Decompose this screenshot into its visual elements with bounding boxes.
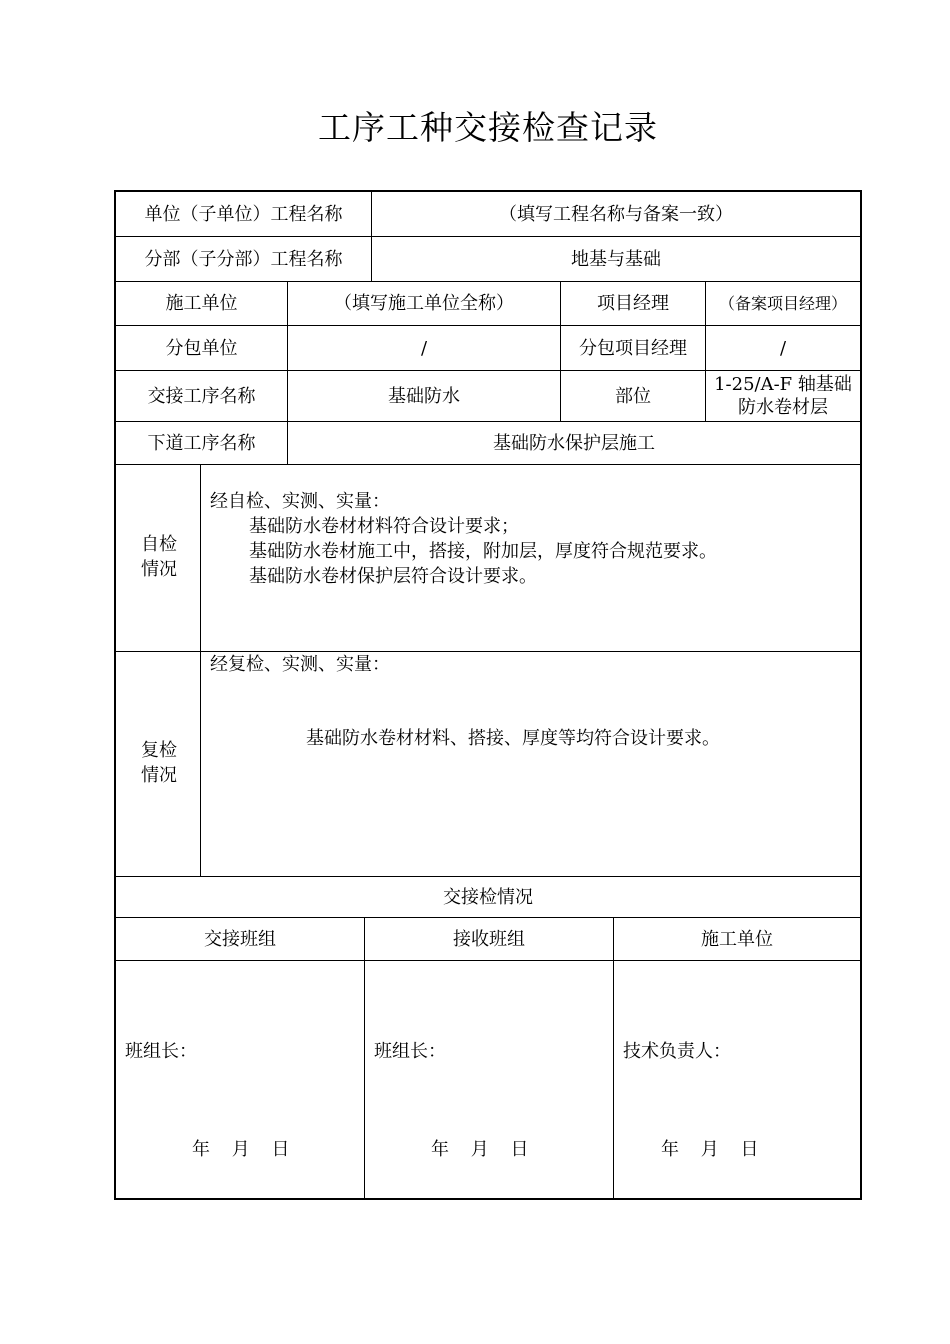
handover-team-date: 年 月 日 bbox=[192, 1139, 290, 1160]
document-title: 工序工种交接检查记录 bbox=[318, 108, 658, 147]
contractor-label: 施工单位 bbox=[165, 293, 238, 314]
next-process-label: 下道工序名称 bbox=[147, 432, 256, 454]
recheck-label-line2: 情况 bbox=[141, 765, 177, 786]
self-check-line: 基础防水卷材材料符合设计要求； bbox=[249, 516, 519, 537]
inspection-record-table bbox=[114, 190, 862, 1200]
column-divider bbox=[200, 464, 201, 876]
location-label: 部位 bbox=[615, 385, 651, 407]
self-check-line: 基础防水卷材保护层符合设计要求。 bbox=[249, 566, 537, 587]
row-divider bbox=[116, 464, 860, 465]
receiving-team-date: 年 月 日 bbox=[431, 1139, 529, 1160]
project-name-value: （填写工程名称与备案一致） bbox=[499, 203, 733, 225]
project-name-label: 单位（子单位）工程名称 bbox=[144, 203, 343, 225]
handover-process-label: 交接工序名称 bbox=[147, 385, 256, 407]
handover-process-value: 基础防水 bbox=[388, 385, 460, 407]
division-name-label: 分部（子分部）工程名称 bbox=[144, 248, 343, 270]
project-manager-label: 项目经理 bbox=[597, 293, 669, 314]
row-divider bbox=[116, 960, 860, 961]
subcontractor-value: / bbox=[420, 337, 428, 359]
sub-project-manager-label: 分包项目经理 bbox=[579, 337, 687, 359]
technical-lead-label: 技术负责人： bbox=[623, 1041, 731, 1062]
contractor-header: 施工单位 bbox=[701, 928, 773, 950]
self-check-label bbox=[116, 532, 202, 582]
handover-heading: 交接检情况 bbox=[443, 886, 533, 908]
handover-team-header: 交接班组 bbox=[204, 928, 276, 950]
recheck-result: 基础防水卷材材料、搭接、厚度等均符合设计要求。 bbox=[306, 728, 720, 749]
receiving-team-header: 接收班组 bbox=[453, 928, 525, 950]
self-check-label-line1: 自检 bbox=[141, 534, 177, 555]
subcontractor-label: 分包单位 bbox=[165, 337, 238, 359]
division-name-value: 地基与基础 bbox=[571, 248, 661, 270]
receiving-team-leader-label: 班组长： bbox=[374, 1041, 446, 1062]
contractor-date: 年 月 日 bbox=[661, 1139, 759, 1160]
contractor-value: （填写施工单位全称） bbox=[334, 293, 514, 314]
self-check-label-line2: 情况 bbox=[141, 559, 177, 580]
self-check-intro: 经自检、实测、实量： bbox=[210, 491, 390, 512]
project-manager-value: （备案项目经理） bbox=[718, 294, 847, 313]
location-value bbox=[706, 371, 860, 421]
next-process-value: 基础防水保护层施工 bbox=[493, 432, 655, 454]
location-value-line1: 1-25/A-F 轴基础 bbox=[714, 374, 852, 395]
sub-project-manager-value: / bbox=[779, 337, 787, 359]
recheck-label bbox=[116, 738, 202, 788]
recheck-intro: 经复检、实测、实量： bbox=[210, 654, 390, 675]
handover-team-leader-label: 班组长： bbox=[125, 1041, 197, 1062]
location-value-line2: 防水卷材层 bbox=[738, 397, 828, 418]
self-check-line: 基础防水卷材施工中，搭接，附加层，厚度符合规范要求。 bbox=[249, 541, 717, 562]
recheck-label-line1: 复检 bbox=[141, 740, 177, 761]
